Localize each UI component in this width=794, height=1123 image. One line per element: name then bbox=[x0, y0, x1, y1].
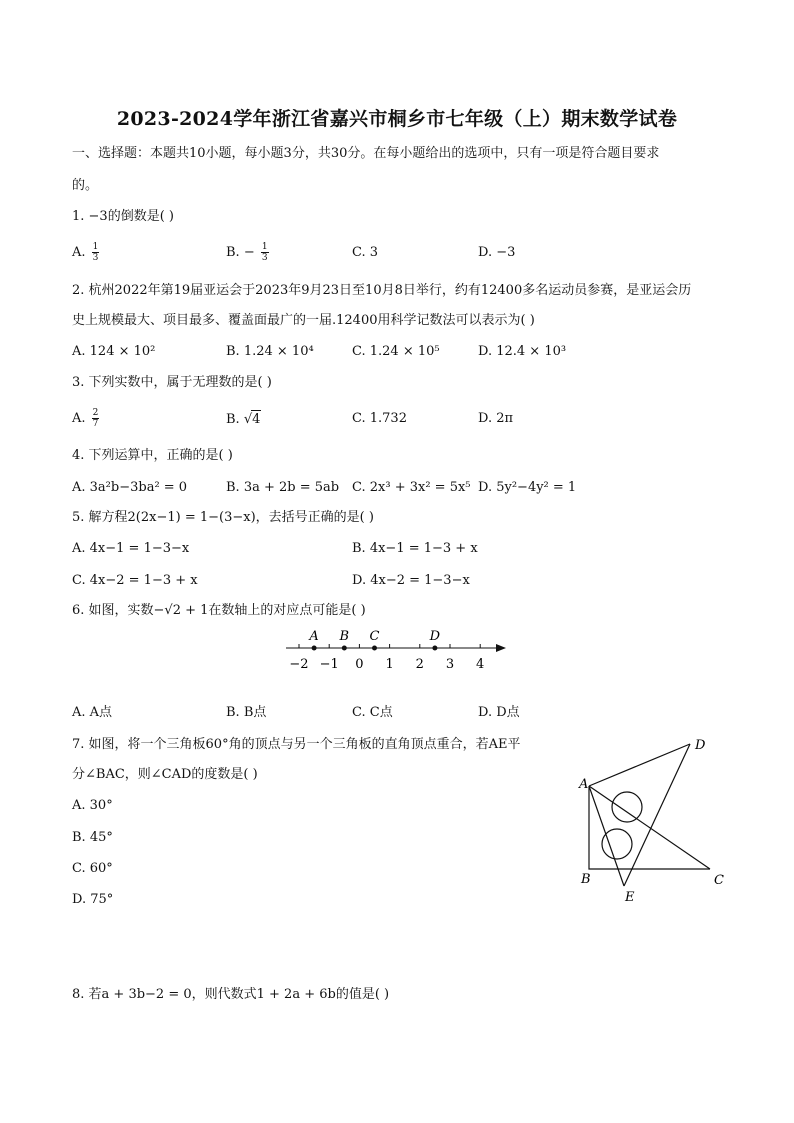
q7-stem-line2: 分∠BAC，则∠CAD的度数是( ) bbox=[72, 767, 258, 782]
section-instruction-line1: 一、选择题：本题共10小题，每小题3分，共30分。在每小题给出的选项中，只有一项是符合题目要求 bbox=[72, 146, 660, 161]
q7-option-a: A. 30° bbox=[72, 798, 113, 813]
number-line-point bbox=[372, 646, 377, 651]
q2-option-b: B. 1.24 × 10⁴ bbox=[226, 344, 314, 359]
circle-upper bbox=[612, 792, 642, 822]
q2-stem-line2: 史上规模最大、项目最多、覆盖面最广的一届.12400用科学记数法可以表示为( ) bbox=[72, 313, 535, 328]
q6-option-b: B. B点 bbox=[226, 705, 267, 720]
q5-option-d: D. 4x−2 = 1−3−x bbox=[352, 573, 470, 588]
q4-option-b: B. 3a + 2b = 5ab bbox=[226, 480, 340, 495]
q3-option-b-label: B. bbox=[226, 412, 240, 427]
number-line-tick-label: −1 bbox=[319, 657, 339, 672]
sqrt-symbol: √ bbox=[243, 412, 253, 427]
segment-ac bbox=[589, 786, 710, 869]
q4-option-d: D. 5y²−4y² = 1 bbox=[478, 480, 577, 495]
triangle-vertex-label: A bbox=[579, 777, 589, 792]
q3-option-a-label: A. bbox=[72, 411, 86, 426]
q7-stem-line1: 7. 如图，将一个三角板60°角的顶点与另一个三角板的直角顶点重合，若AE平 bbox=[72, 737, 521, 752]
triangle-vertex-label: D bbox=[695, 738, 706, 753]
q2-option-a: A. 124 × 10² bbox=[72, 344, 156, 359]
q6-stem: 6. 如图，实数−√2 + 1在数轴上的对应点可能是( ) bbox=[72, 603, 366, 618]
number-line-tick-label: 4 bbox=[476, 657, 485, 672]
q5-stem: 5. 解方程2(2x−1) = 1−(3−x)，去括号正确的是( ) bbox=[72, 510, 374, 525]
number-line-point-label: B bbox=[339, 629, 350, 644]
q1-option-d: D. −3 bbox=[478, 245, 516, 260]
number-line-point-label: C bbox=[369, 629, 380, 644]
number-line-point-label: A bbox=[309, 629, 319, 644]
q8-stem: 8. 若a + 3b−2 = 0，则代数式1 + 2a + 6b的值是( ) bbox=[72, 987, 390, 1002]
triangle-vertex-label: E bbox=[625, 890, 635, 905]
q6-option-a: A. A点 bbox=[72, 705, 113, 720]
q2-stem-line1: 2. 杭州2022年第19届亚运会于2023年9月23日至10月8日举行，约有12400多名运动员参赛，是亚运会历 bbox=[72, 283, 692, 298]
number-line-figure bbox=[282, 624, 512, 674]
number-line-point bbox=[432, 646, 437, 651]
exam-title: 2023-2024学年浙江省嘉兴市桐乡市七年级（上）期末数学试卷 bbox=[116, 108, 678, 130]
q4-option-c: C. 2x³ + 3x² = 5x⁵ bbox=[352, 480, 471, 495]
q7-option-c: C. 60° bbox=[72, 861, 113, 876]
q1-option-a bbox=[72, 242, 99, 263]
number-line-tick-label: 1 bbox=[385, 657, 394, 672]
q5-option-b: B. 4x−1 = 1−3 + x bbox=[352, 541, 478, 556]
number-line-tick-label: 2 bbox=[415, 657, 424, 672]
number-line-tick-label: 0 bbox=[355, 657, 364, 672]
q3-stem: 3. 下列实数中，属于无理数的是( ) bbox=[72, 375, 272, 390]
segment-de bbox=[624, 744, 690, 886]
q3-option-a bbox=[72, 408, 99, 429]
number-line-point-label: D bbox=[429, 629, 441, 644]
segment-ad bbox=[589, 744, 690, 786]
q3-option-b-radicand: 4 bbox=[252, 412, 261, 427]
q4-option-a: A. 3a²b−3ba² = 0 bbox=[72, 480, 188, 495]
triangle-vertex-label: C bbox=[714, 873, 724, 888]
q1-option-a-fraction: $\frac{1}{3}$ bbox=[92, 242, 99, 263]
q1-stem: 1. −3的倒数是( ) bbox=[72, 209, 174, 224]
number-line-tick-label: −2 bbox=[289, 657, 309, 672]
q6-option-c: C. C点 bbox=[352, 705, 393, 720]
number-line-point bbox=[312, 646, 317, 651]
segment-ae bbox=[589, 786, 624, 886]
q3-option-c: C. 1.732 bbox=[352, 411, 407, 426]
q3-option-b bbox=[226, 410, 261, 429]
q7-option-d: D. 75° bbox=[72, 892, 114, 907]
q1-option-a-label: A. bbox=[72, 245, 86, 260]
q4-stem: 4. 下列运算中，正确的是( ) bbox=[72, 448, 233, 463]
q2-option-c: C. 1.24 × 10⁵ bbox=[352, 344, 440, 359]
q2-option-d: D. 12.4 × 10³ bbox=[478, 344, 567, 359]
q6-option-d: D. D点 bbox=[478, 705, 520, 720]
q1-option-c: C. 3 bbox=[352, 245, 379, 260]
number-line-point bbox=[342, 646, 347, 651]
triangle-vertex-label: B bbox=[581, 872, 591, 887]
q5-option-a: A. 4x−1 = 1−3−x bbox=[72, 541, 190, 556]
q7-option-b: B. 45° bbox=[72, 830, 113, 845]
q5-option-c: C. 4x−2 = 1−3 + x bbox=[72, 573, 198, 588]
number-line-tick-label: 3 bbox=[445, 657, 455, 672]
q3-option-d: D. 2π bbox=[478, 411, 514, 426]
triangle-figure bbox=[565, 730, 735, 910]
q1-option-b-label: B. − bbox=[226, 245, 255, 260]
number-line-arrow bbox=[496, 644, 506, 652]
q1-option-b bbox=[226, 242, 269, 263]
q3-option-a-fraction: $\frac{2}{7}$ bbox=[92, 408, 99, 429]
section-instruction-line2: 的。 bbox=[72, 178, 99, 193]
q1-option-b-fraction: $\frac{1}{3}$ bbox=[261, 242, 268, 263]
circle-lower bbox=[602, 829, 632, 859]
